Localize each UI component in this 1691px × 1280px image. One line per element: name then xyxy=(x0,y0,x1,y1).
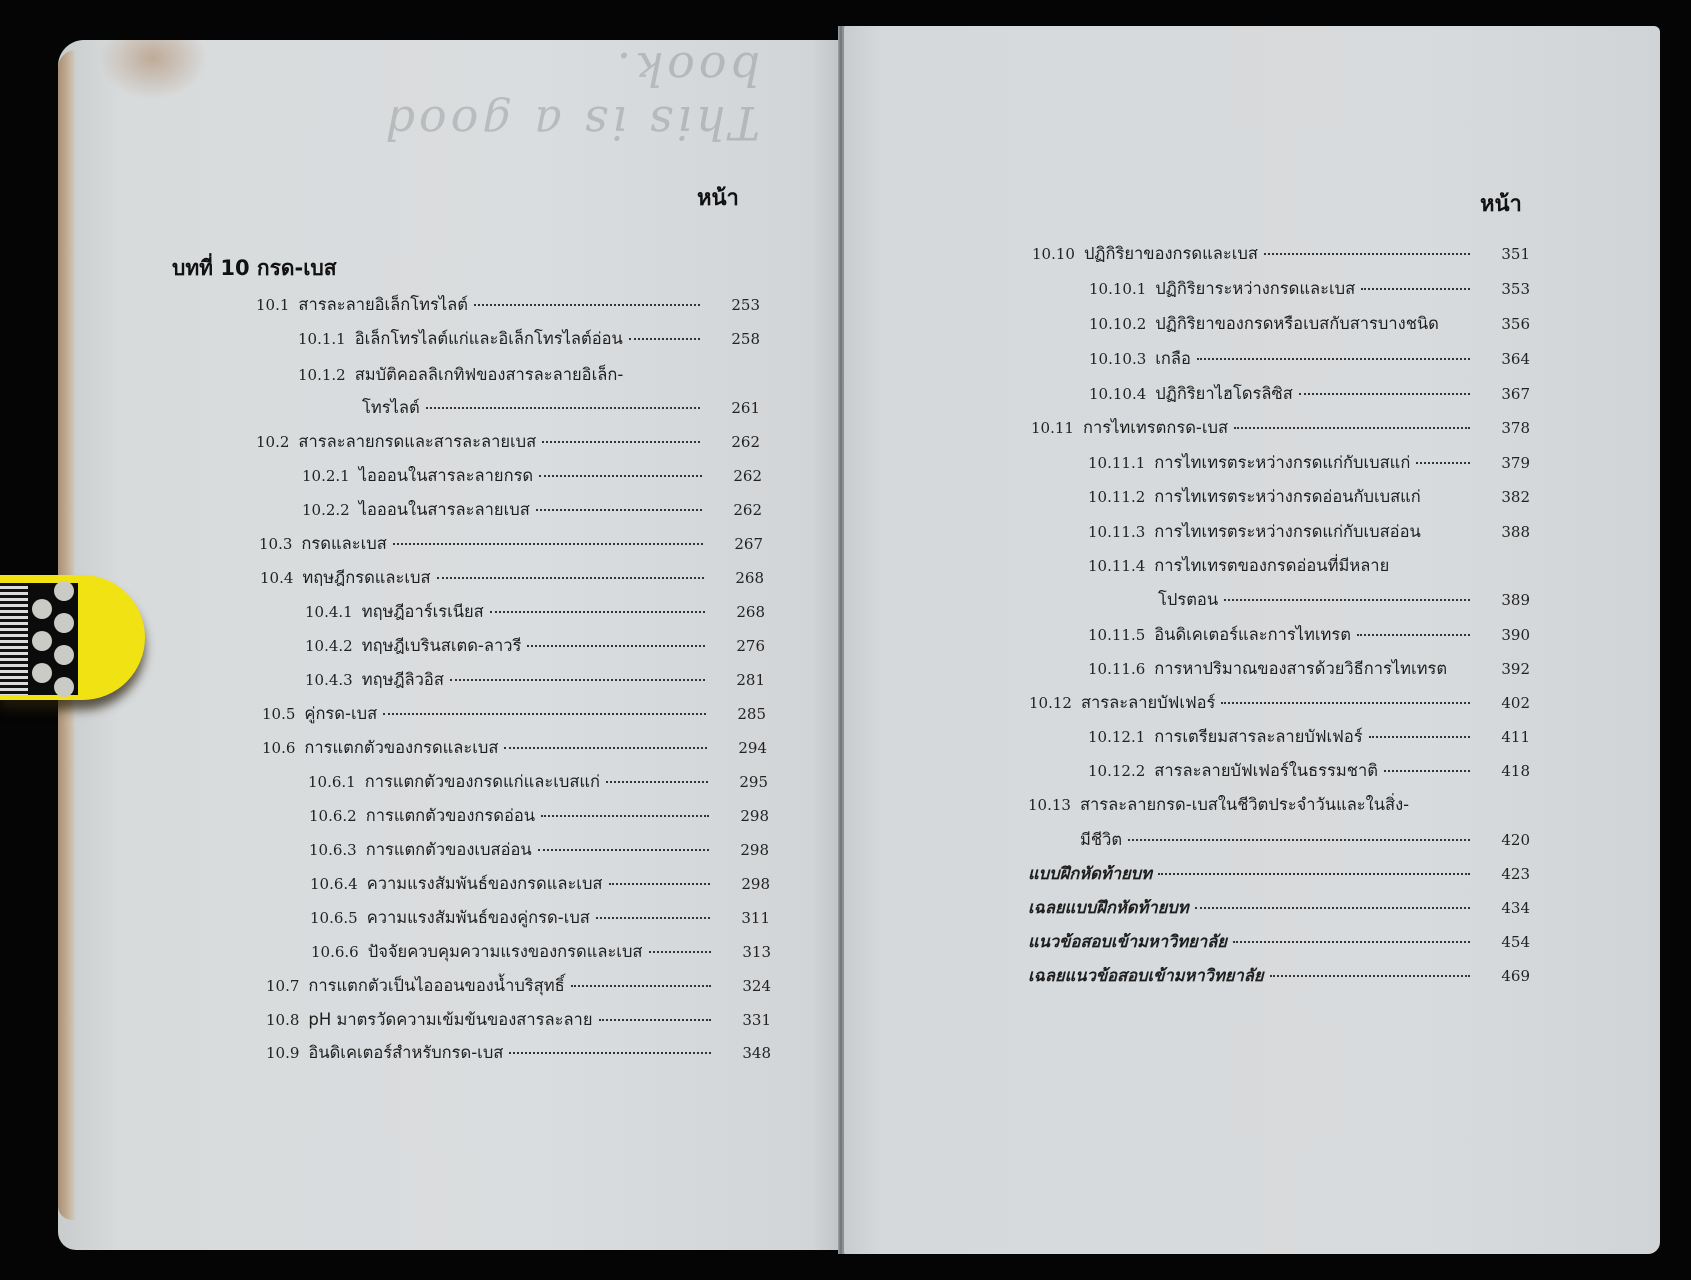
toc-entry[interactable] xyxy=(305,633,765,659)
page-number: 258 xyxy=(731,330,760,348)
page-number: 367 xyxy=(1501,385,1530,403)
section-number: 10.1.1 xyxy=(298,330,346,348)
section-number: 10.11 xyxy=(1031,419,1074,437)
leader-dots xyxy=(490,611,705,613)
section-number: 10.10.4 xyxy=(1089,385,1147,403)
toc-entry[interactable] xyxy=(309,803,769,829)
leader-dots xyxy=(539,475,702,477)
toc-entry[interactable] xyxy=(1028,792,1530,818)
toc-entry[interactable] xyxy=(1088,758,1530,784)
section-number: 10.6.4 xyxy=(310,875,358,893)
section-title: แบบฝึกหัดท้ายบท xyxy=(1028,864,1152,883)
toc-entry[interactable] xyxy=(1089,381,1530,407)
page-number: 298 xyxy=(740,841,769,859)
section-title: คู่กรด-เบส xyxy=(304,704,378,723)
toc-entry[interactable] xyxy=(298,326,760,352)
page-number: 298 xyxy=(740,807,769,825)
section-title: การไทเทรตกรด-เบส xyxy=(1082,418,1229,437)
section-number: 10.11.1 xyxy=(1088,454,1146,472)
toc-entry[interactable] xyxy=(302,463,762,489)
section-number: 10.6.5 xyxy=(310,909,358,927)
toc-entry-continuation[interactable] xyxy=(1080,827,1530,853)
page-number: 353 xyxy=(1501,280,1530,298)
toc-entry[interactable] xyxy=(256,429,760,455)
section-title: สารละลายบัฟเฟอร์ในธรรมชาติ xyxy=(1154,761,1378,780)
page-number: 418 xyxy=(1501,762,1530,780)
toc-entry-exercise-answers[interactable] xyxy=(1028,895,1530,921)
leader-dots xyxy=(527,645,705,647)
section-number: 10.10.3 xyxy=(1089,350,1147,368)
leader-dots xyxy=(1369,736,1470,738)
leader-dots xyxy=(509,1052,711,1054)
section-number: 10.9 xyxy=(266,1044,300,1062)
toc-entry[interactable] xyxy=(1089,276,1530,302)
leader-dots xyxy=(1128,839,1470,841)
page-number: 351 xyxy=(1501,245,1530,263)
toc-entry[interactable] xyxy=(310,905,770,931)
page-number: 276 xyxy=(736,637,765,655)
page-number: 356 xyxy=(1501,315,1530,333)
page-number: 469 xyxy=(1501,967,1530,985)
leader-dots xyxy=(649,951,712,953)
toc-entry[interactable] xyxy=(1088,484,1530,510)
page-number: 285 xyxy=(737,705,766,723)
section-number: 10.12.2 xyxy=(1088,762,1146,780)
page-number: 454 xyxy=(1501,933,1530,951)
leader-dots xyxy=(426,407,700,409)
page-number: 262 xyxy=(731,433,760,451)
section-title: การแตกตัวของเบสอ่อน xyxy=(365,840,532,859)
leader-dots xyxy=(609,883,711,885)
toc-entry[interactable] xyxy=(1088,519,1530,545)
section-number: 10.8 xyxy=(266,1011,300,1029)
page-number: 294 xyxy=(738,739,767,757)
toc-entry-entrance-exam[interactable] xyxy=(1028,929,1530,955)
page-number: 434 xyxy=(1501,899,1530,917)
leader-dots xyxy=(541,815,709,817)
page-number: 298 xyxy=(741,875,770,893)
section-number: 10.1.2 xyxy=(298,366,346,384)
section-title: ไอออนในสารละลายเบส xyxy=(358,500,530,519)
toc-entry[interactable] xyxy=(1088,656,1530,682)
page-number: 348 xyxy=(742,1044,771,1062)
section-number: 10.4 xyxy=(260,569,294,587)
page-number: 390 xyxy=(1501,626,1530,644)
section-number: 10.11.4 xyxy=(1088,557,1146,575)
leader-dots xyxy=(1234,427,1470,429)
section-number: 10.2 xyxy=(256,433,290,451)
section-title: การแตกตัวของกรดแก่และเบสแก่ xyxy=(364,772,601,791)
section-title: การเตรียมสารละลายบัฟเฟอร์ xyxy=(1154,727,1363,746)
leader-dots xyxy=(1233,941,1470,943)
section-number: 10.2.2 xyxy=(302,501,350,519)
page-number: 311 xyxy=(741,909,770,927)
leader-dots xyxy=(571,985,711,987)
toc-entry[interactable] xyxy=(1029,690,1530,716)
section-number: 10.13 xyxy=(1028,796,1071,814)
page-number: 392 xyxy=(1501,660,1530,678)
leader-dots xyxy=(1416,462,1470,464)
toc-entry[interactable] xyxy=(1031,415,1530,441)
page-number: 253 xyxy=(731,296,760,314)
toc-entry[interactable] xyxy=(298,362,760,388)
toc-entry[interactable] xyxy=(308,769,768,795)
toc-entry[interactable] xyxy=(302,497,762,523)
section-title: การไทเทรตระหว่างกรดอ่อนกับเบสแก่ xyxy=(1154,487,1421,506)
section-title: แนวข้อสอบเข้ามหาวิทยาลัย xyxy=(1028,932,1227,951)
section-number: 10.11.6 xyxy=(1088,660,1146,678)
leader-dots xyxy=(1361,288,1470,290)
toc-entry[interactable] xyxy=(305,667,765,693)
leader-dots xyxy=(1357,634,1470,636)
section-number: 10.11.2 xyxy=(1088,488,1146,506)
yellow-bookmark xyxy=(0,575,145,700)
toc-entry[interactable] xyxy=(1088,450,1530,476)
leader-dots xyxy=(1158,873,1470,875)
section-number: 10.4.3 xyxy=(305,671,353,689)
leader-dots xyxy=(383,713,706,715)
chapter-heading: บทที่ 10 กรด-เบส xyxy=(172,256,337,280)
section-title: โทรไลต์ xyxy=(362,398,420,417)
section-number: 10.2.1 xyxy=(302,467,350,485)
section-title: มีชีวิต xyxy=(1080,830,1123,849)
section-title: อิเล็กโทรไลต์แก่และอิเล็กโทรไลต์อ่อน xyxy=(354,329,623,348)
section-number: 10.3 xyxy=(259,535,293,553)
page-number: 382 xyxy=(1501,488,1530,506)
leader-dots xyxy=(437,577,704,579)
leader-dots xyxy=(1299,393,1470,395)
section-title: อินดิเคเตอร์สำหรับกรด-เบส xyxy=(308,1043,504,1062)
toc-entry[interactable] xyxy=(1088,724,1530,750)
leader-dots xyxy=(536,509,702,511)
section-title: การไทเทรตระหว่างกรดแก่กับเบสอ่อน xyxy=(1154,522,1421,541)
leader-dots xyxy=(1197,358,1470,360)
section-title: ปฏิกิริยาไฮโดรลิซิส xyxy=(1155,384,1293,403)
section-title: เกลือ xyxy=(1155,349,1191,368)
section-number: 10.1 xyxy=(256,296,290,314)
toc-entry[interactable] xyxy=(310,871,770,897)
toc-entry[interactable] xyxy=(305,599,765,625)
section-number: 10.6.6 xyxy=(311,943,359,961)
leader-dots xyxy=(599,1019,712,1021)
toc-entry[interactable] xyxy=(1088,622,1530,648)
toc-entry[interactable] xyxy=(266,1040,771,1066)
section-title: เฉลยแบบฝึกหัดท้ายบท xyxy=(1028,898,1189,917)
section-number: 10.5 xyxy=(262,705,296,723)
section-number: 10.7 xyxy=(266,977,300,995)
section-title: ทฤษฎีลิวอิส xyxy=(361,670,444,689)
section-title: ทฤษฎีกรดและเบส xyxy=(302,568,431,587)
leader-dots xyxy=(1264,253,1470,255)
section-title: อินดิเคเตอร์และการไทเทรต xyxy=(1154,625,1351,644)
section-title: การแตกตัวของกรดและเบส xyxy=(304,738,499,757)
page-number: 423 xyxy=(1501,865,1530,883)
section-title: ปฏิกิริยาระหว่างกรดและเบส xyxy=(1155,279,1356,298)
leader-dots xyxy=(606,781,708,783)
section-number: 10.10.1 xyxy=(1089,280,1147,298)
section-number: 10.12 xyxy=(1029,694,1072,712)
section-number: 10.6 xyxy=(262,739,296,757)
page-number: 267 xyxy=(734,535,763,553)
page-number: 281 xyxy=(736,671,765,689)
toc-entry-entrance-exam-answers[interactable] xyxy=(1028,963,1530,989)
page-number: 402 xyxy=(1501,694,1530,712)
section-title: โปรตอน xyxy=(1158,590,1219,609)
toc-entry[interactable] xyxy=(1089,346,1530,372)
page-number: 268 xyxy=(735,569,764,587)
section-number: 10.6.1 xyxy=(308,773,356,791)
section-title: การแตกตัวของกรดอ่อน xyxy=(365,806,536,825)
bookmark-dot-panel xyxy=(28,583,78,695)
toc-entry[interactable] xyxy=(259,531,763,557)
page-number: 388 xyxy=(1501,523,1530,541)
section-number: 10.6.3 xyxy=(309,841,357,859)
section-number: 10.10.2 xyxy=(1089,315,1147,333)
leader-dots xyxy=(450,679,705,681)
page-number: 268 xyxy=(736,603,765,621)
toc-entry[interactable] xyxy=(1088,553,1530,579)
toc-entry-exercises[interactable] xyxy=(1028,861,1530,887)
leader-dots xyxy=(1221,702,1470,704)
leader-dots xyxy=(1384,770,1470,772)
section-number: 10.11.3 xyxy=(1088,523,1146,541)
toc-entry[interactable] xyxy=(262,735,767,761)
page-number: 420 xyxy=(1501,831,1530,849)
section-number: 10.10 xyxy=(1032,245,1075,263)
page-number: 331 xyxy=(742,1011,771,1029)
page-number: 364 xyxy=(1501,350,1530,368)
page-number: 261 xyxy=(731,399,760,417)
toc-entry-continuation[interactable] xyxy=(362,395,760,421)
section-title: pH มาตรวัดความเข้มข้นของสารละลาย xyxy=(308,1010,593,1029)
toc-entry[interactable] xyxy=(256,292,760,318)
toc-entry[interactable] xyxy=(266,1007,771,1033)
section-title: ทฤษฎีอาร์เรเนียส xyxy=(361,602,484,621)
page-number: 324 xyxy=(742,977,771,995)
section-title: สารละลายกรด-เบสในชีวิตประจำวันและในสิ่ง- xyxy=(1079,795,1410,814)
section-title: การไทเทรตระหว่างกรดแก่กับเบสแก่ xyxy=(1154,453,1411,472)
section-title: ปฏิกิริยาของกรดหรือเบสกับสารบางชนิด xyxy=(1155,314,1439,333)
leader-dots xyxy=(629,338,700,340)
section-title: สารละลายอิเล็กโทรไลต์ xyxy=(298,295,468,314)
leader-dots xyxy=(474,304,700,306)
toc-entry[interactable] xyxy=(1032,241,1530,267)
handwritten-note: This is a good book. xyxy=(381,42,760,150)
page-number: 379 xyxy=(1501,454,1530,472)
bookmark-stripes xyxy=(0,583,28,695)
section-title: ความแรงสัมพันธ์ของกรดและเบส xyxy=(366,874,603,893)
section-title: ความแรงสัมพันธ์ของคู่กรด-เบส xyxy=(366,908,590,927)
section-number: 10.6.2 xyxy=(309,807,357,825)
section-number: 10.4.1 xyxy=(305,603,353,621)
section-title: สมบัติคอลลิเกทิฟของสารละลายอิเล็ก- xyxy=(354,365,624,384)
leader-dots xyxy=(542,441,700,443)
page-number: 389 xyxy=(1501,591,1530,609)
page-number: 262 xyxy=(733,501,762,519)
section-title: การแตกตัวเป็นไอออนของน้ำบริสุทธิ์ xyxy=(308,976,565,995)
page-number: 262 xyxy=(733,467,762,485)
section-title: กรดและเบส xyxy=(301,534,387,553)
section-title: เฉลยแนวข้อสอบเข้ามหาวิทยาลัย xyxy=(1028,966,1264,985)
section-number: 10.4.2 xyxy=(305,637,353,655)
paper-stain xyxy=(98,40,208,100)
leader-dots xyxy=(1195,907,1470,909)
leader-dots xyxy=(538,849,709,851)
toc-entry[interactable] xyxy=(1089,311,1530,337)
toc-entry[interactable] xyxy=(311,939,771,965)
page-number: 313 xyxy=(742,943,771,961)
leader-dots xyxy=(1224,599,1470,601)
left-page-header: หน้า xyxy=(697,186,739,211)
leader-dots xyxy=(393,543,703,545)
page-number: 295 xyxy=(739,773,768,791)
section-title: ปฏิกิริยาของกรดและเบส xyxy=(1083,244,1258,263)
toc-entry[interactable] xyxy=(262,701,766,727)
section-number: 10.12.1 xyxy=(1088,728,1146,746)
section-title: สารละลายบัฟเฟอร์ xyxy=(1080,693,1216,712)
right-page-header: หน้า xyxy=(1480,192,1522,217)
section-title: การหาปริมาณของสารด้วยวิธีการไทเทรต xyxy=(1154,659,1448,678)
toc-entry[interactable] xyxy=(309,837,769,863)
section-title: ทฤษฎีเบรินสเตด-ลาวรี xyxy=(361,636,522,655)
toc-entry[interactable] xyxy=(266,973,771,999)
section-number: 10.11.5 xyxy=(1088,626,1146,644)
section-title: ไอออนในสารละลายกรด xyxy=(358,466,534,485)
toc-entry[interactable] xyxy=(260,565,764,591)
page-number: 378 xyxy=(1501,419,1530,437)
section-title: ปัจจัยควบคุมความแรงของกรดและเบส xyxy=(367,942,643,961)
section-title: สารละลายกรดและสารละลายเบส xyxy=(298,432,537,451)
page-number: 411 xyxy=(1501,728,1530,746)
leader-dots xyxy=(1270,975,1470,977)
toc-entry-continuation[interactable] xyxy=(1158,587,1530,613)
leader-dots xyxy=(596,917,710,919)
section-title: การไทเทรตของกรดอ่อนที่มีหลาย xyxy=(1154,556,1390,575)
leader-dots xyxy=(504,747,707,749)
